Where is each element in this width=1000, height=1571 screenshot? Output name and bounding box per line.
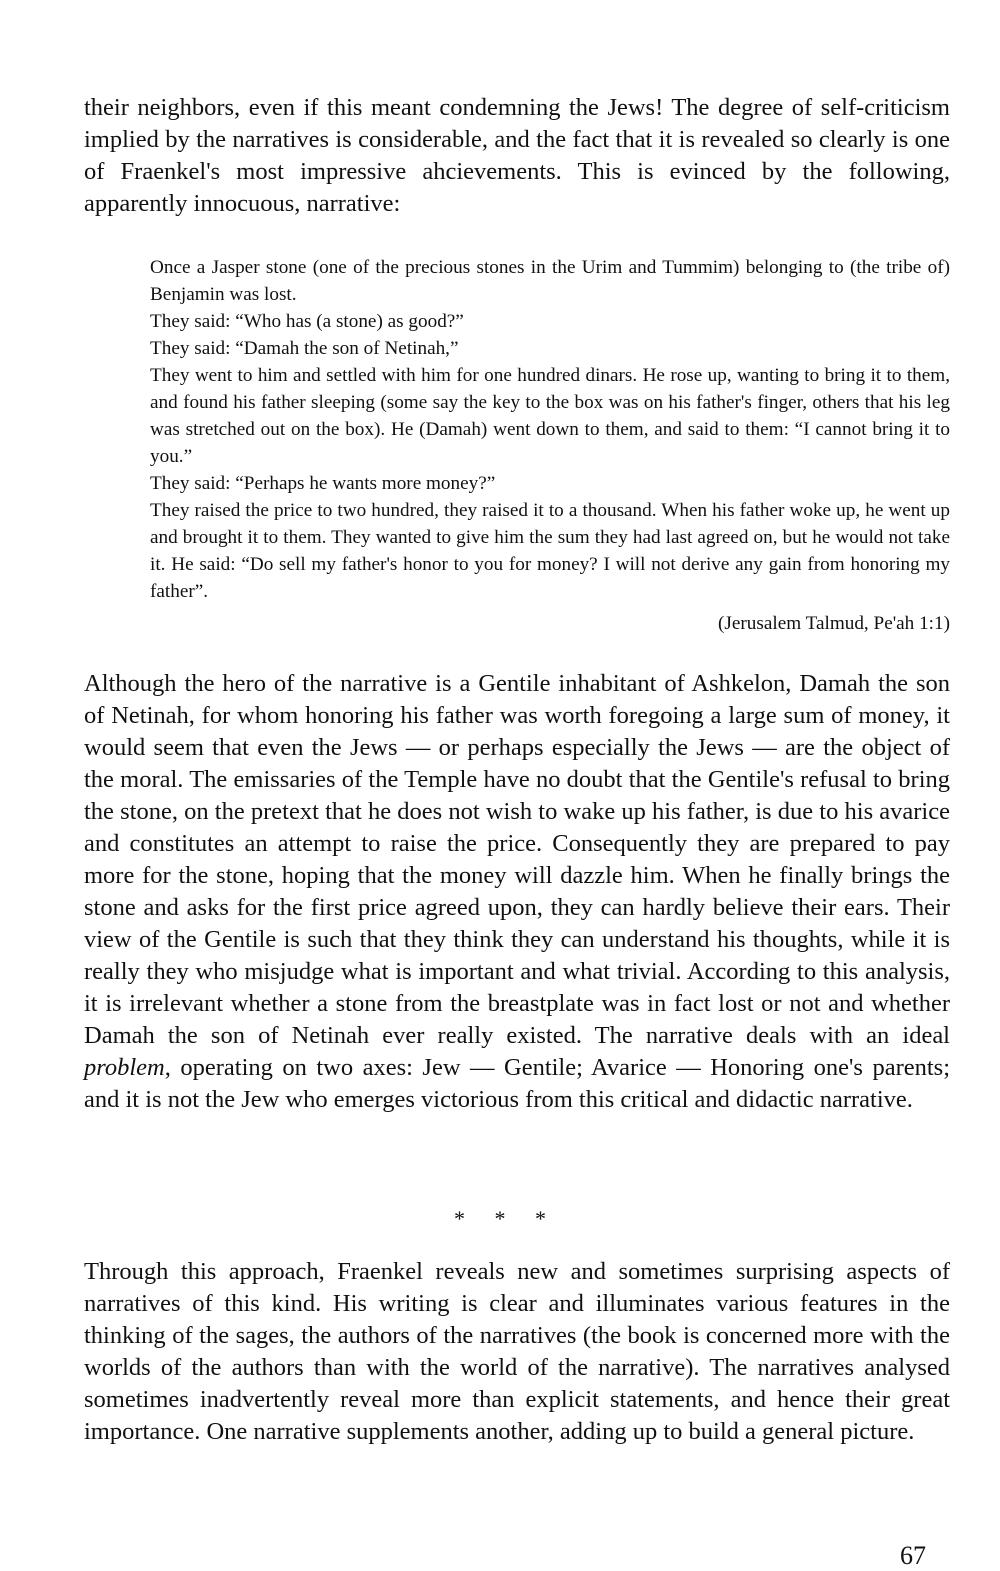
quote-line: They said: “Perhaps he wants more money?” <box>150 473 496 494</box>
quote-line: Once a Jasper stone (one of the precious stones in the Urim and Tummim) belonging to (the tribe of) Benjamin was lost. <box>150 257 950 305</box>
quote-line: They said: “Damah the son of Netinah,” <box>150 338 459 359</box>
quote-source: (Jerusalem Talmud, Pe'ah 1:1) <box>718 613 950 634</box>
block-quote <box>150 254 950 637</box>
quote-line: They raised the price to two hundred, they raised it to a thousand. When his father woke up, he went up and brought it to them. They wanted to give him the sum they had last agreed on, but he would not take it. He said: “Do sell my father's honor to you for money? I will not derive any gain from honoring my father”. <box>150 500 950 602</box>
analysis-text-part-1: Although the hero of the narrative is a Gentile inhabitant of Ashkelon, Damah the son of Netinah, for whom honoring his father was worth foregoing a large sum of money, it would seem that even the Jews — or perhaps especially the Jews — are the object of the moral. The emissaries of the Temple have no doubt that the Gentile's refusal to bring the stone, on the pretext that he does not wish to wake up his father, is due to his avarice and constitutes an attempt to raise the price. Consequently they are prepared to pay more for the stone, hoping that the money will dazzle him. When he finally brings the stone and asks for the first price agreed upon, they can hardly believe their ears. Their view of the Gentile is such that they think they can understand his thoughts, while it is really they who misjudge what is important and what trivial. According to this analysis, it is irrelevant whether a stone from the breastplate was in fact lost or not and whether Damah the son of Netinah ever really existed. The narrative deals with an ideal <box>84 670 950 1049</box>
intro-paragraph: their neighbors, even if this meant condemning the Jews! The degree of self-criticism implied by the narratives is considerable, and the fact that it is revealed so clearly is one of Fraenkel's most impressive ahcievements. This is evinced by the following, apparently innocuous, narrative: <box>84 94 950 217</box>
page-number: 67 <box>900 1541 926 1570</box>
analysis-paragraph <box>84 668 950 1116</box>
quote-line: They said: “Who has (a stone) as good?” <box>150 311 464 332</box>
analysis-text-part-2: , operating on two axes: Jew — Gentile; Avarice — Honoring one's parents; and it is not the Jew who emerges victorious from this critical and didactic narrative. <box>84 1054 950 1113</box>
conclusion-paragraph: Through this approach, Fraenkel reveals new and sometimes surprising aspects of narratives of this kind. His writing is clear and illuminates various features in the thinking of the sages, the authors of the narratives (the book is concerned more with the worlds of the authors than with the world of the narrative). The narratives analysed sometimes inadvertently reveal more than explicit statements, and hence their great importance. One narrative supplements another, adding up to build a general picture. <box>84 1258 950 1445</box>
section-separator: * * * <box>454 1206 546 1231</box>
analysis-emphasis: problem <box>84 1054 165 1081</box>
quote-line: They went to him and settled with him for one hundred dinars. He rose up, wanting to bring it to them, and found his father sleeping (some say the key to the box was on his father's finger, others that his leg was stretched out on the box). He (Damah) went down to them, and said to them: “I cannot bring it to you.” <box>150 365 950 467</box>
